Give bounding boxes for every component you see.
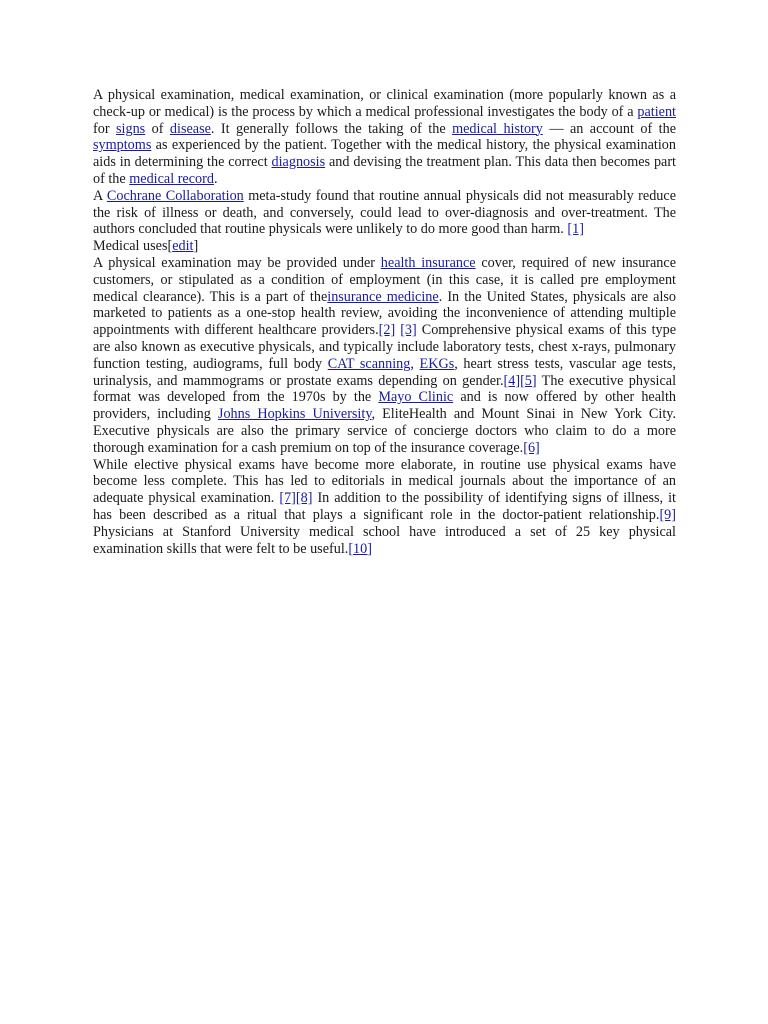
intro-paragraph — [93, 87, 676, 188]
paragraph-text: cover, required of new insurance customers, or stipulated as a condition of employment (in this case, it is called pre employment medical clearance). This is a part of the — [93, 254, 676, 305]
heading-text: Medical uses[ — [93, 238, 173, 255]
paragraph-text: of — [145, 120, 170, 137]
paragraph-text: The executive physical format was developed from the 1970s by the — [93, 372, 677, 406]
paragraph-text: for — [93, 120, 117, 137]
link-signs[interactable]: signs — [116, 120, 146, 137]
citation-10[interactable]: [10] — [348, 540, 372, 557]
paragraph-text: A physical examination may be provided under — [93, 254, 381, 271]
link-mayo-clinic[interactable]: Mayo Clinic — [378, 389, 454, 406]
heading-bracket: ] — [193, 238, 199, 255]
link-medical-record[interactable]: medical record — [129, 170, 214, 187]
paragraph-text: — an account of the — [542, 120, 676, 137]
citation-3[interactable]: [3] — [400, 322, 417, 339]
link-insurance-medicine[interactable]: insurance medicine — [327, 288, 439, 305]
link-disease[interactable]: disease — [169, 120, 211, 137]
paragraph-text: . — [213, 170, 218, 187]
citation-2[interactable]: [2] — [378, 322, 396, 339]
paragraph-text: . In the United States, physicals are also marketed to patients as a one-stop health review, avoiding the inconvenience of attending multiple appointments with different healthcare providers. — [93, 288, 677, 339]
section-heading-medical-uses — [93, 238, 676, 255]
paragraph-text: and is now offered by other health providers, including — [93, 389, 677, 423]
paragraph-text: and devising the treatment plan. This data then becomes part of the — [93, 154, 676, 187]
citation-7[interactable]: [7] — [279, 490, 296, 507]
edit-link[interactable]: edit — [172, 238, 194, 255]
link-symptoms[interactable]: symptoms — [93, 137, 152, 154]
link-cat-scanning[interactable]: CAT scanning — [327, 355, 411, 372]
link-diagnosis[interactable]: diagnosis — [271, 154, 326, 171]
paragraph-text: A physical examination, medical examination, or clinical examination (more popularly known as a check-up or medical) is the process by which a medical professional investigates the body of a — [93, 87, 676, 120]
paragraph-text: Physicians at Stanford University medical school have introduced a set of 25 key physical examination skills that were felt to be useful. — [93, 523, 676, 557]
paragraph-text: , — [410, 355, 420, 372]
paragraph-text: , heart stress tests, vascular age tests, urinalysis, and mammograms or prostate exams depending on gender. — [93, 355, 676, 389]
link-cochrane-collaboration[interactable]: Cochrane Collaboration — [106, 187, 244, 204]
medical-uses-paragraph — [93, 255, 676, 457]
paragraph-text: A — [93, 187, 107, 204]
link-johns-hopkins-university[interactable]: Johns Hopkins University — [217, 406, 372, 423]
paragraph-text: meta-study found that routine annual physicals did not measurably reduce the risk of illness or death, and conversely, could lead to over-diagnosis and over-treatment. The authors concluded that routine physicals were unlikely to do more good than harm. — [93, 187, 676, 238]
paragraph-text: Comprehensive physical exams of this type are also known as executive physicals, and typically include laboratory tests, chest x-rays, pulmonary function testing, audiograms, full body — [93, 322, 676, 372]
citation-1[interactable]: [1] — [567, 221, 584, 238]
cochrane-paragraph — [93, 188, 676, 238]
citation-9[interactable]: [9] — [659, 506, 676, 523]
paragraph-text: . It generally follows the taking of the — [210, 120, 453, 137]
citation-6[interactable]: [6] — [523, 439, 540, 456]
citation-8[interactable]: [8] — [295, 490, 313, 507]
article-body — [93, 87, 676, 557]
paragraph-text: In addition to the possibility of identifying signs of illness, it has been described as a ritual that plays a significant role in the doctor-patient relationship. — [93, 490, 676, 523]
link-patient[interactable]: patient — [637, 103, 676, 120]
paragraph-text: as experienced by the patient. Together with the medical history, the physical examination aids in determining the correct — [93, 137, 676, 171]
citation-5[interactable]: [5] — [520, 372, 537, 389]
link-ekgs[interactable]: EKGs — [419, 355, 455, 372]
link-health-insurance[interactable]: health insurance — [380, 254, 476, 271]
paragraph-text: While elective physical exams have become more elaborate, in routine use physical exams have become less complete. This has led to editorials in medical journals about the importance of an adequate physical examination. — [93, 456, 676, 507]
link-medical-history[interactable]: medical history — [452, 120, 543, 137]
citation-4[interactable]: [4] — [503, 372, 521, 389]
elective-exams-paragraph — [93, 457, 676, 558]
paragraph-text: , EliteHealth and Mount Sinai in New York City. Executive physicals are also the primary service of concierge doctors who claim to do a more thorough examination for a cash premium on top of the insurance coverage. — [93, 406, 676, 456]
